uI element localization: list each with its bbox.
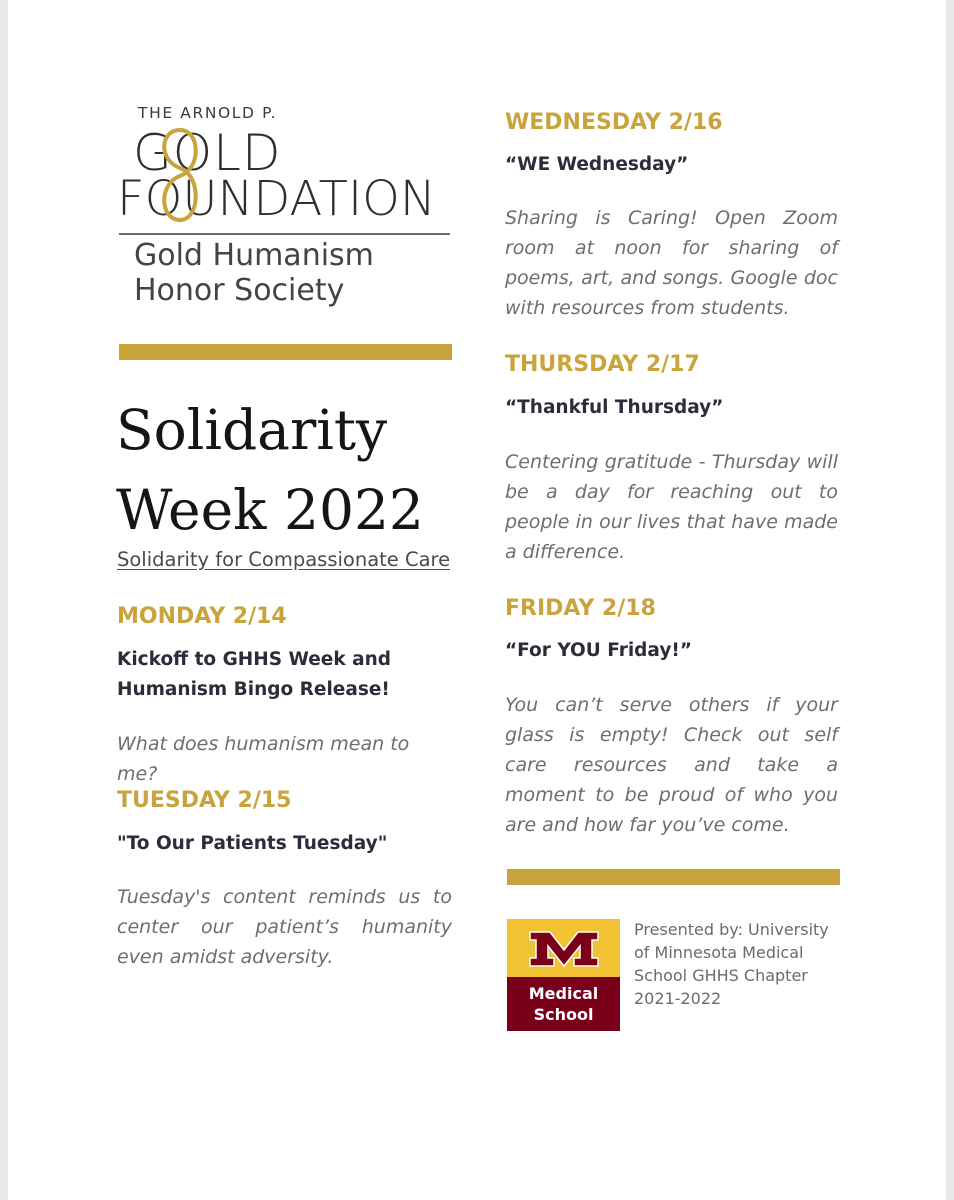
logo-divider (119, 233, 450, 235)
page-title-line2: Week 2022 (116, 478, 424, 542)
friday-event: “For YOU Friday!” (505, 640, 692, 661)
gold-infinity-ornament-icon (150, 124, 210, 228)
logo-top-text: THE ARNOLD P. (138, 104, 278, 122)
thursday-heading: THURSDAY 2/17 (505, 352, 700, 377)
page-subtitle: Solidarity for Compassionate Care (117, 548, 451, 571)
logo-subtitle-line2: Honor Society (134, 273, 345, 308)
logo-subtitle-line1: Gold Humanism (134, 238, 374, 273)
umn-logo-top (507, 919, 620, 977)
thursday-description: Centering gratitude - Thursday will be a day for reaching out to people in our lives that have made a difference. (505, 451, 838, 563)
wednesday-description: Sharing is Caring! Open Zoom room at noon for sharing of poems, art, and songs. Google doc with resources from students. (505, 207, 838, 319)
umn-medical-school-logo (507, 919, 620, 1031)
tuesday-event: "To Our Patients Tuesday" (117, 833, 388, 854)
gold-divider-left (119, 344, 452, 360)
flyer-page (8, 0, 946, 1200)
wednesday-event: “WE Wednesday” (505, 154, 689, 175)
monday-description: What does humanism mean to me? (117, 733, 410, 785)
tuesday-heading: TUESDAY 2/15 (117, 788, 292, 813)
page-title-line1: Solidarity (116, 398, 388, 462)
tuesday-description: Tuesday's content reminds us to center our patient’s humanity even amidst adversity. (117, 886, 452, 968)
friday-description: You can’t serve others if your glass is empty! Check out self care resources and take a moment to be proud of who you are and how far you’ve come. (505, 694, 838, 836)
gold-divider-right (507, 869, 840, 885)
wednesday-heading: WEDNESDAY 2/16 (505, 110, 723, 135)
monday-heading: MONDAY 2/14 (117, 604, 287, 629)
logo-gold-word: GOLD (133, 124, 282, 182)
monday-event: Kickoff to GHHS Week and Humanism Bingo Release! (117, 649, 391, 700)
friday-heading: FRIDAY 2/18 (505, 596, 656, 621)
presented-by-text: Presented by: University of Minnesota Medical School GHHS Chapter 2021-2022 (634, 920, 829, 1008)
umn-m-icon (528, 928, 600, 968)
logo-foundation-word: FOUNDATION (117, 171, 436, 227)
thursday-event: “Thankful Thursday” (505, 397, 724, 418)
umn-logo-label: Medical School (507, 977, 620, 1031)
